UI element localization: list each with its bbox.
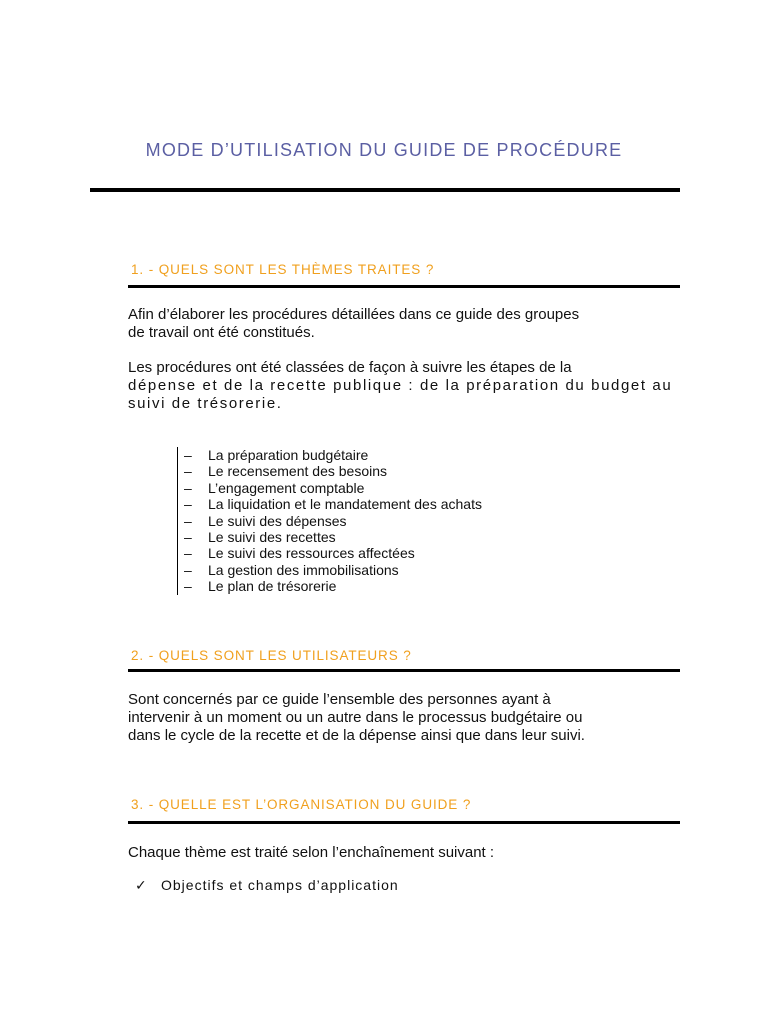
dash-bullet: – bbox=[184, 463, 192, 480]
list-item-label: Le plan de trésorerie bbox=[208, 578, 337, 595]
paragraph-line: Les procédures ont été classées de façon à suivre les étapes de la bbox=[128, 359, 572, 376]
paragraph-line: dans le cycle de la recette et de la dépense ainsi que dans leur suivi. bbox=[128, 727, 585, 744]
paragraph-line: intervenir à un moment ou un autre dans le processus budgétaire ou bbox=[128, 709, 583, 726]
title-divider bbox=[90, 188, 680, 192]
section-3-heading: 3. - QUELLE EST L’ORGANISATION DU GUIDE ? bbox=[131, 797, 472, 812]
section-3-paragraph bbox=[128, 844, 688, 862]
list-item bbox=[184, 480, 482, 496]
list-item bbox=[184, 578, 482, 594]
section-2-divider bbox=[128, 669, 680, 672]
dash-bullet: – bbox=[184, 447, 192, 463]
section-3-divider bbox=[128, 821, 680, 824]
themes-list bbox=[177, 447, 482, 595]
paragraph-line: dépense et de la recette publique : de la préparation du budget au bbox=[128, 377, 673, 394]
list-item bbox=[184, 529, 482, 545]
dash-bullet: – bbox=[184, 512, 192, 529]
list-item-label: L’engagement comptable bbox=[208, 479, 365, 496]
list-item bbox=[184, 513, 482, 529]
list-item-label: Le suivi des recettes bbox=[208, 529, 336, 546]
section-2-paragraph bbox=[128, 691, 688, 745]
section-1-divider bbox=[128, 285, 680, 288]
list-item-label: La préparation budgétaire bbox=[208, 447, 369, 463]
dash-bullet: – bbox=[184, 496, 192, 513]
list-item-label: La gestion des immobilisations bbox=[208, 561, 399, 578]
dash-bullet: – bbox=[184, 578, 192, 595]
list-item-label: Le suivi des ressources affectées bbox=[208, 545, 415, 562]
list-item bbox=[184, 545, 482, 561]
paragraph-line: Afin d’élaborer les procédures détaillées dans ce guide des groupes bbox=[128, 306, 580, 323]
list-item bbox=[184, 496, 482, 512]
dash-bullet: – bbox=[184, 479, 192, 496]
document-title: MODE D’UTILISATION DU GUIDE DE PROCÉDURE bbox=[145, 140, 623, 160]
list-item-label: Le suivi des dépenses bbox=[208, 512, 347, 529]
list-item-label: Le recensement des besoins bbox=[208, 463, 387, 480]
section-2-heading: 2. - QUELS SONT LES UTILISATEURS ? bbox=[131, 648, 412, 663]
list-item bbox=[184, 463, 482, 479]
paragraph-line: Sont concernés par ce guide l’ensemble des personnes ayant à bbox=[128, 691, 551, 708]
list-item-label: La liquidation et le mandatement des achats bbox=[208, 496, 482, 513]
section-1-paragraph-1 bbox=[128, 306, 688, 342]
list-item bbox=[184, 447, 482, 463]
dash-bullet: – bbox=[184, 561, 192, 578]
paragraph-line: Chaque thème est traité selon l’enchaînement suivant : bbox=[128, 844, 495, 861]
checklist-item bbox=[135, 877, 399, 894]
checkmark-icon: ✓ bbox=[135, 877, 147, 893]
dash-bullet: – bbox=[184, 545, 192, 562]
section-1-paragraph-2 bbox=[128, 359, 688, 413]
paragraph-line: de travail ont été constitués. bbox=[128, 324, 315, 341]
list-item bbox=[184, 562, 482, 578]
section-1-heading: 1. - QUELS SONT LES THÈMES TRAITES ? bbox=[131, 262, 435, 277]
checklist-item-label: Objectifs et champs d’application bbox=[161, 877, 399, 893]
paragraph-line: suivi de trésorerie. bbox=[128, 395, 283, 412]
dash-bullet: – bbox=[184, 529, 192, 546]
